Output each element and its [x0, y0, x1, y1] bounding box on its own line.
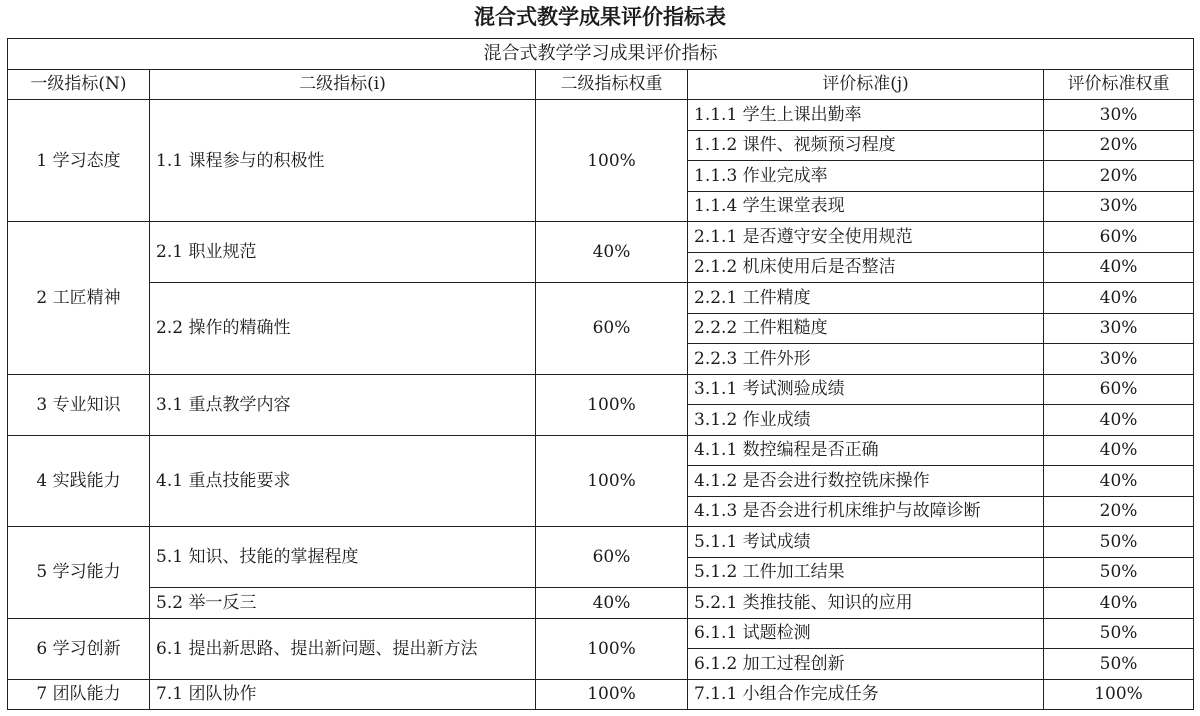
level2-weight-cell: 100% [536, 618, 688, 679]
header-row [8, 69, 1194, 100]
criterion-cell: 1.1.2 课件、视频预习程度 [688, 130, 1044, 161]
criterion-cell: 3.1.1 考试测验成绩 [688, 374, 1044, 405]
header-level2: 二级指标(i) [150, 69, 536, 100]
level2-cell: 1.1 课程参与的积极性 [150, 100, 536, 222]
header-criterion-weight: 评价标准权重 [1044, 69, 1194, 100]
level1-cell: 1 学习态度 [8, 100, 150, 222]
level2-weight-cell: 40% [536, 588, 688, 619]
level2-weight-cell: 60% [536, 283, 688, 375]
level2-weight-cell: 100% [536, 435, 688, 527]
level1-cell: 3 专业知识 [8, 374, 150, 435]
criterion-weight-cell: 40% [1044, 405, 1194, 436]
criterion-weight-cell: 40% [1044, 588, 1194, 619]
criterion-weight-cell: 20% [1044, 496, 1194, 527]
level2-cell: 5.2 举一反三 [150, 588, 536, 619]
criterion-cell: 2.2.3 工件外形 [688, 344, 1044, 375]
criterion-cell: 4.1.1 数控编程是否正确 [688, 435, 1044, 466]
criterion-weight-cell: 30% [1044, 100, 1194, 131]
criterion-weight-cell: 40% [1044, 435, 1194, 466]
criterion-weight-cell: 60% [1044, 222, 1194, 253]
evaluation-table [7, 38, 1194, 710]
level1-cell: 7 团队能力 [8, 679, 150, 710]
criterion-cell: 1.1.4 学生课堂表现 [688, 191, 1044, 222]
level2-cell: 2.2 操作的精确性 [150, 283, 536, 375]
table-row [8, 435, 1194, 466]
table-row [8, 283, 1194, 314]
criterion-weight-cell: 20% [1044, 161, 1194, 192]
criterion-cell: 2.1.2 机床使用后是否整洁 [688, 252, 1044, 283]
level2-cell: 3.1 重点教学内容 [150, 374, 536, 435]
level1-cell: 5 学习能力 [8, 527, 150, 619]
table-row [8, 618, 1194, 649]
criterion-weight-cell: 50% [1044, 557, 1194, 588]
level2-weight-cell: 100% [536, 374, 688, 435]
criterion-cell: 7.1.1 小组合作完成任务 [688, 679, 1044, 710]
criterion-cell: 6.1.1 试题检测 [688, 618, 1044, 649]
level1-cell: 6 学习创新 [8, 618, 150, 679]
criterion-weight-cell: 50% [1044, 527, 1194, 558]
caption-row [8, 39, 1194, 70]
level2-weight-cell: 100% [536, 679, 688, 710]
criterion-cell: 5.1.2 工件加工结果 [688, 557, 1044, 588]
criterion-weight-cell: 50% [1044, 618, 1194, 649]
criterion-weight-cell: 60% [1044, 374, 1194, 405]
level2-weight-cell: 60% [536, 527, 688, 588]
criterion-weight-cell: 30% [1044, 344, 1194, 375]
header-level2-weight: 二级指标权重 [536, 69, 688, 100]
criterion-cell: 4.1.2 是否会进行数控铣床操作 [688, 466, 1044, 497]
level2-cell: 7.1 团队协作 [150, 679, 536, 710]
criterion-weight-cell: 40% [1044, 466, 1194, 497]
criterion-weight-cell: 30% [1044, 313, 1194, 344]
criterion-cell: 2.2.2 工件粗糙度 [688, 313, 1044, 344]
criterion-weight-cell: 50% [1044, 649, 1194, 680]
criterion-cell: 5.2.1 类推技能、知识的应用 [688, 588, 1044, 619]
table-row [8, 588, 1194, 619]
criterion-cell: 1.1.3 作业完成率 [688, 161, 1044, 192]
criterion-cell: 1.1.1 学生上课出勤率 [688, 100, 1044, 131]
level2-cell: 4.1 重点技能要求 [150, 435, 536, 527]
level1-cell: 2 工匠精神 [8, 222, 150, 375]
level1-cell: 4 实践能力 [8, 435, 150, 527]
level2-weight-cell: 100% [536, 100, 688, 222]
criterion-cell: 5.1.1 考试成绩 [688, 527, 1044, 558]
table-row [8, 374, 1194, 405]
criterion-cell: 2.2.1 工件精度 [688, 283, 1044, 314]
criterion-weight-cell: 40% [1044, 252, 1194, 283]
level2-cell: 6.1 提出新思路、提出新问题、提出新方法 [150, 618, 536, 679]
criterion-cell: 3.1.2 作业成绩 [688, 405, 1044, 436]
header-criterion: 评价标准(j) [688, 69, 1044, 100]
criterion-weight-cell: 40% [1044, 283, 1194, 314]
table-row [8, 100, 1194, 131]
header-level1: 一级指标(N) [8, 69, 150, 100]
table-row [8, 679, 1194, 710]
table-caption: 混合式教学学习成果评价指标 [8, 39, 1194, 70]
level2-cell: 2.1 职业规范 [150, 222, 536, 283]
criterion-cell: 4.1.3 是否会进行机床维护与故障诊断 [688, 496, 1044, 527]
criterion-cell: 6.1.2 加工过程创新 [688, 649, 1044, 680]
document-title: 混合式教学成果评价指标表 [474, 4, 726, 29]
criterion-weight-cell: 20% [1044, 130, 1194, 161]
table-row [8, 527, 1194, 558]
level2-cell: 5.1 知识、技能的掌握程度 [150, 527, 536, 588]
level2-weight-cell: 40% [536, 222, 688, 283]
table-row [8, 222, 1194, 253]
criterion-weight-cell: 30% [1044, 191, 1194, 222]
criterion-cell: 2.1.1 是否遵守安全使用规范 [688, 222, 1044, 253]
criterion-weight-cell: 100% [1044, 679, 1194, 710]
